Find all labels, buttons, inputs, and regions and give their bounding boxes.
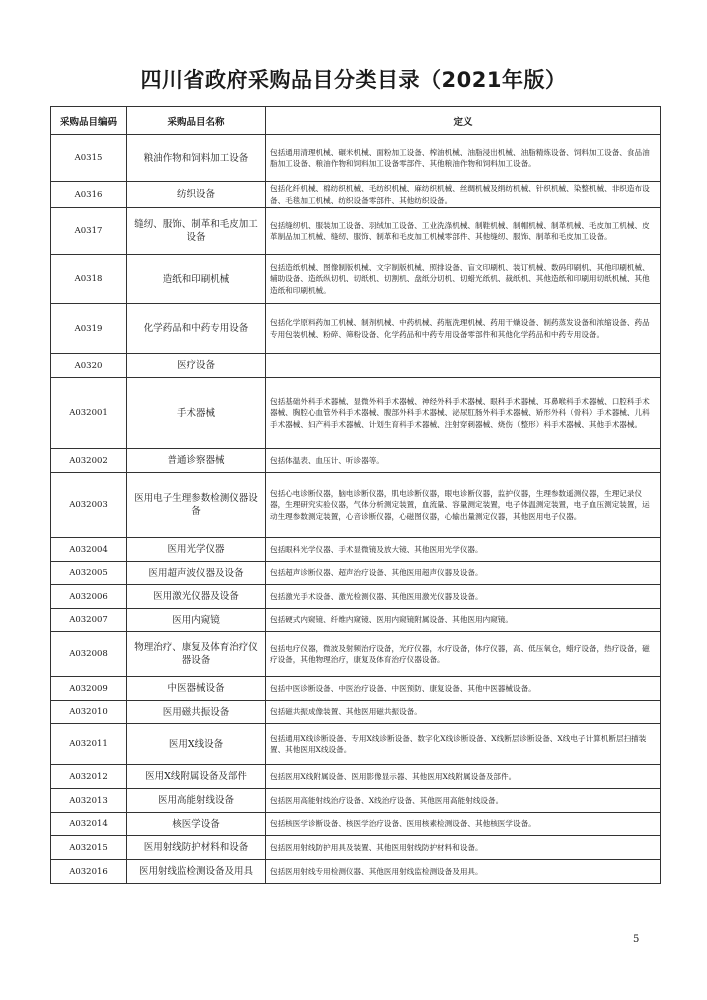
row-definition: 包括化学原料药加工机械、制剂机械、中药机械、药瓶洗理机械、药用干燥设备、制药蒸发设备和浓缩设备、药品专用包装机械、粉碎、筛粉设备、化学药品和中药专用设备零部件和其他化学药品和中药专用设备。	[266, 304, 661, 354]
row-definition: 包括体温表、血压计、听诊器等。	[266, 449, 661, 473]
row-name: 普通诊察器械	[127, 449, 266, 473]
row-definition: 包括基础外科手术器械、显微外科手术器械、神经外科手术器械、眼科手术器械、耳鼻喉科手术器械、口腔科手术器械、胸腔心血管外科手术器械、腹部外科手术器械、泌尿肛肠外科手术器械、矫形外科（骨科）手术器械、儿科手术器械、妇产科手术器械、计划生育科手术器械、注射穿刺器械、烧伤（整形）科手术器械、其他手术器械。	[266, 378, 661, 449]
row-definition: 包括通用清理机械、碾米机械、面粉加工设备、榨油机械、油脂浸出机械、油脂精炼设备、饲料加工设备、食品油脂加工设备、粮油作物和饲料加工设备零部件、其他粮油作物和饲料加工设备。	[266, 135, 661, 182]
row-code: A032010	[51, 701, 127, 724]
row-code: A0315	[51, 135, 127, 182]
row-definition	[266, 354, 661, 378]
table-row	[51, 632, 661, 677]
row-definition: 包括缝纫机、服装加工设备、羽绒加工设备、工业洗涤机械、制鞋机械、制帽机械、制革机械、毛皮加工机械、皮革制品加工机械、缝纫、服饰、制革和毛皮加工机械零部件、其他缝纫、服饰、制革和毛皮加工设备。	[266, 208, 661, 255]
table-header-row	[51, 107, 661, 135]
row-name: 中医器械设备	[127, 677, 266, 701]
row-code: A032006	[51, 585, 127, 609]
table-row	[51, 860, 661, 884]
table-row	[51, 538, 661, 562]
row-definition: 包括造纸机械、图像制版机械、文字制版机械、照排设备、盲文印刷机、装订机械、数码印刷机、其他印刷机械、辅助设备、造纸纵切机、切纸机、切割机、盘纸分切机、切蜡光纸机、裁纸机、其他造纸和印刷用切纸机械、其他造纸和印刷机械。	[266, 255, 661, 304]
table-row	[51, 701, 661, 724]
row-code: A032003	[51, 473, 127, 538]
row-definition: 包括心电诊断仪器，脑电诊断仪器，肌电诊断仪器，眼电诊断仪器，监护仪器，生理参数遥测仪器，生理记录仪器，生理研究实验仪器，气体分析测定装置，血流量、容量测定装置，电子体温测定装置，电子血压测定装置，运动生理参数测定装置，心音诊断仪器，心磁图仪器，心输出量测定仪器，其他医用电子仪器。	[266, 473, 661, 538]
table-row	[51, 789, 661, 813]
row-definition: 包括电疗仪器，微波及射频治疗设备，光疗仪器，水疗设备，体疗仪器，高、低压氧仓，蜡疗设备，热疗设备，磁疗设备，其他物理治疗，康复及体育治疗仪器设备。	[266, 632, 661, 677]
row-name: 造纸和印刷机械	[127, 255, 266, 304]
row-code: A0320	[51, 354, 127, 378]
row-name: 医用X线设备	[127, 724, 266, 765]
table-row	[51, 609, 661, 632]
header-code: 采购品目编码	[51, 107, 127, 135]
table-row	[51, 135, 661, 182]
row-name: 医用超声波仪器及设备	[127, 562, 266, 585]
row-definition: 包括医用X线附属设备、医用影像显示器、其他医用X线附属设备及部件。	[266, 765, 661, 789]
row-name: 医用射线防护材料和设备	[127, 836, 266, 860]
row-code: A032014	[51, 813, 127, 836]
row-name: 医用X线附属设备及部件	[127, 765, 266, 789]
row-definition: 包括中医诊断设备、中医治疗设备、中医预防、康复设备、其他中医器械设备。	[266, 677, 661, 701]
row-definition: 包括激光手术设备、激光检测仪器、其他医用激光仪器及设备。	[266, 585, 661, 609]
procurement-catalog-table	[50, 106, 661, 884]
row-code: A032002	[51, 449, 127, 473]
header-definition: 定义	[266, 107, 661, 135]
row-name: 物理治疗、康复及体育治疗仪器设备	[127, 632, 266, 677]
row-name: 化学药品和中药专用设备	[127, 304, 266, 354]
row-name: 医用激光仪器及设备	[127, 585, 266, 609]
table-row	[51, 378, 661, 449]
row-name: 医疗设备	[127, 354, 266, 378]
row-definition: 包括眼科光学仪器、手术显微镜及放大镜、其他医用光学仪器。	[266, 538, 661, 562]
row-code: A032016	[51, 860, 127, 884]
row-definition: 包括超声诊断仪器、超声治疗设备、其他医用超声仪器及设备。	[266, 562, 661, 585]
row-name: 医用光学仪器	[127, 538, 266, 562]
table-row	[51, 836, 661, 860]
row-code: A032015	[51, 836, 127, 860]
row-code: A032005	[51, 562, 127, 585]
row-code: A0318	[51, 255, 127, 304]
row-code: A0319	[51, 304, 127, 354]
row-definition: 包括磁共振成像装置、其他医用磁共振设备。	[266, 701, 661, 724]
row-definition: 包括通用X线诊断设备、专用X线诊断设备、数字化X线诊断设备、X线断层诊断设备、X线电子计算机断层扫描装置、其他医用X线设备。	[266, 724, 661, 765]
row-code: A0317	[51, 208, 127, 255]
row-definition: 包括化纤机械、棉纺织机械、毛纺织机械、麻纺织机械、丝绸机械及绢纺机械、针织机械、染整机械、非织造布设备、毛毯加工机械、纺织设备零部件、其他纺织设备。	[266, 182, 661, 208]
row-name: 粮油作物和饲料加工设备	[127, 135, 266, 182]
header-name: 采购品目名称	[127, 107, 266, 135]
row-code: A0316	[51, 182, 127, 208]
table-row	[51, 354, 661, 378]
row-code: A032007	[51, 609, 127, 632]
row-name: 缝纫、服饰、制革和毛皮加工设备	[127, 208, 266, 255]
table-row	[51, 449, 661, 473]
page-title: 四川省政府采购品目分类目录（2021年版）	[140, 68, 567, 92]
table-row	[51, 304, 661, 354]
table-row	[51, 182, 661, 208]
row-code: A032004	[51, 538, 127, 562]
row-definition: 包括医用射线防护用具及装置、其他医用射线防护材料和设备。	[266, 836, 661, 860]
row-name: 医用射线监检测设备及用具	[127, 860, 266, 884]
table-row	[51, 724, 661, 765]
table-row	[51, 813, 661, 836]
row-code: A032008	[51, 632, 127, 677]
row-name: 纺织设备	[127, 182, 266, 208]
row-code: A032011	[51, 724, 127, 765]
row-name: 医用电子生理参数检测仪器设备	[127, 473, 266, 538]
row-definition: 包括医用高能射线治疗设备、X线治疗设备、其他医用高能射线设备。	[266, 789, 661, 813]
row-name: 医用磁共振设备	[127, 701, 266, 724]
table-row	[51, 765, 661, 789]
row-definition: 包括医用射线专用检测仪器、其他医用射线监检测设备及用具。	[266, 860, 661, 884]
page-number: 5	[633, 934, 640, 945]
table-row	[51, 255, 661, 304]
table-row	[51, 585, 661, 609]
row-code: A032001	[51, 378, 127, 449]
table-row	[51, 562, 661, 585]
row-name: 医用内窥镜	[127, 609, 266, 632]
table-row	[51, 473, 661, 538]
row-definition: 包括核医学诊断设备、核医学治疗设备、医用核素检测设备、其他核医学设备。	[266, 813, 661, 836]
row-code: A032012	[51, 765, 127, 789]
table-row	[51, 208, 661, 255]
row-code: A032013	[51, 789, 127, 813]
row-definition: 包括硬式内窥镜、纤维内窥镜、医用内窥镜附属设备、其他医用内窥镜。	[266, 609, 661, 632]
row-code: A032009	[51, 677, 127, 701]
table-row	[51, 677, 661, 701]
row-name: 医用高能射线设备	[127, 789, 266, 813]
row-name: 核医学设备	[127, 813, 266, 836]
row-name: 手术器械	[127, 378, 266, 449]
